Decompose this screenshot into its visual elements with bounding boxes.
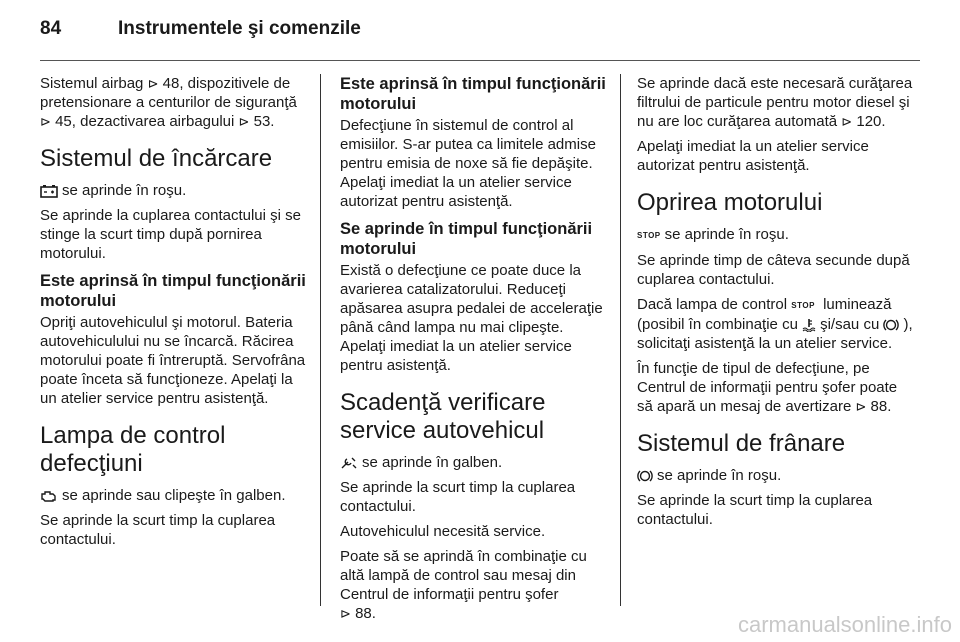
ref-arrow-icon: ⊳ <box>855 399 867 414</box>
column-divider-1 <box>320 74 321 606</box>
engine-icon <box>40 489 58 503</box>
page-header <box>40 18 920 58</box>
stop-paragraph-3: În funcţie de tipul de defecţiune, pe Centrul de informaţii pentru şofer poate să apară un mesaj de avertizare ⊳ 88. <box>637 360 898 415</box>
heading-flashing: Se aprinde în timpul funcţionării motorului <box>340 220 593 258</box>
catalyst-paragraph: Există o defecţiune ce poate duce la avarierea catalizatorului. Reduceţi apăsarea asupra pedalei de acceleraţie până când lampa nu mai clipeşte. Apelaţi imediat la un atelier service pentru asistenţă. <box>340 262 603 374</box>
brake-warning-icon <box>883 318 899 332</box>
column-divider-2 <box>620 74 621 606</box>
page-number: 84 <box>40 18 62 39</box>
brake-icon-line: se aprinde în roşu. <box>637 466 913 485</box>
heading-charging-system: Sistemul de încărcare <box>40 145 273 172</box>
emission-paragraph: Defecţiune în sistemul de control al emisiilor. S-ar putea ca limitele admise pentru emisia de noxe să fie depăşite. Apelaţi imediat la un atelier service autorizat pentru asistenţă. <box>340 117 596 210</box>
charging-paragraph: Se aprinde la cuplarea contactului şi se stinge la scurt timp după pornirea motorului. <box>40 207 301 262</box>
stop-paragraph-1: Se aprinde timp de câteva secunde după cuplarea contactului. <box>637 252 910 288</box>
malfunction-icon-line: se aprinde sau clipeşte în galben. <box>40 486 308 505</box>
heading-running-1: Este aprinsă în timpul funcţionării motorului <box>40 272 306 310</box>
brake-warning-icon <box>637 469 653 483</box>
page-title: Instrumentele şi comenzile <box>118 18 361 39</box>
ref-arrow-icon: ⊳ <box>841 114 853 129</box>
heading-running-2: Este aprinsă în timpul funcţionării motorului <box>340 75 606 113</box>
intro-paragraph: Sistemul airbag ⊳ 48, dispozitivele de pretensionare a centurilor de siguranţă ⊳ 45, dezactivarea airbagului ⊳ 53. <box>40 75 297 130</box>
stop-paragraph-2: Dacă lampa de control STOP luminează (posibil în combinaţie cu şi/sau cu ), solicitaţi asistenţă la un atelier service. <box>637 296 913 352</box>
dpf-paragraph-2: Apelaţi imediat la un atelier service autorizat pentru asistenţă. <box>637 138 869 174</box>
ref-arrow-icon: ⊳ <box>40 114 51 129</box>
stop-icon-line: STOP se aprinde în roşu. <box>637 226 789 243</box>
ref-arrow-icon: ⊳ <box>340 606 351 621</box>
stop-icon: STOP <box>637 231 661 240</box>
battery-icon <box>40 184 58 198</box>
running-paragraph: Opriţi autovehiculul şi motorul. Bateria autovehiculului nu se încarcă. Răcirea motorului poate fi întreruptă. Servofrâna poate înceta să funcţioneze. Apelaţi la un atelier service pentru asistenţă. <box>40 314 306 407</box>
ref-arrow-icon: ⊳ <box>147 76 159 91</box>
heading-malfunction: Lampa de control defecţiuni <box>40 422 226 477</box>
service-paragraph-1: Se aprinde la scurt timp la cuplarea contactului. <box>340 479 576 515</box>
service-paragraph-2: Autovehiculul necesită service. <box>340 523 546 540</box>
watermark: carmanualsonline.info <box>737 612 952 637</box>
service-icon-line: se aprinde în galben. <box>340 453 608 472</box>
heading-service: Scadenţă verificare service autovehicul <box>340 389 546 444</box>
wrench-icon <box>340 456 358 470</box>
malfunction-paragraph: Se aprinde la scurt timp la cuplarea contactului. <box>40 512 276 548</box>
column-1 <box>40 74 308 555</box>
header-rule <box>40 60 920 61</box>
column-3 <box>637 74 913 535</box>
dpf-paragraph: Se aprinde dacă este necesară curăţarea filtrului de particule pentru motor diesel şi nu are loc curăţarea automată ⊳ 120. <box>637 75 913 130</box>
heading-engine-stop: Oprirea motorului <box>637 189 823 216</box>
heading-brake-system: Sistemul de frânare <box>637 430 846 457</box>
charging-icon-line: se aprinde în roşu. <box>40 181 308 200</box>
service-paragraph-3: Poate să se aprindă în combinaţie cu altă lampă de control sau mesaj din Centrul de informaţii pentru şofer ⊳ 88. <box>340 548 587 622</box>
column-2 <box>340 74 608 629</box>
brake-paragraph: Se aprinde la scurt timp la cuplarea contactului. <box>637 492 873 528</box>
ref-arrow-icon: ⊳ <box>238 114 250 129</box>
stop-icon: STOP <box>791 301 815 310</box>
coolant-temperature-icon <box>802 318 816 332</box>
